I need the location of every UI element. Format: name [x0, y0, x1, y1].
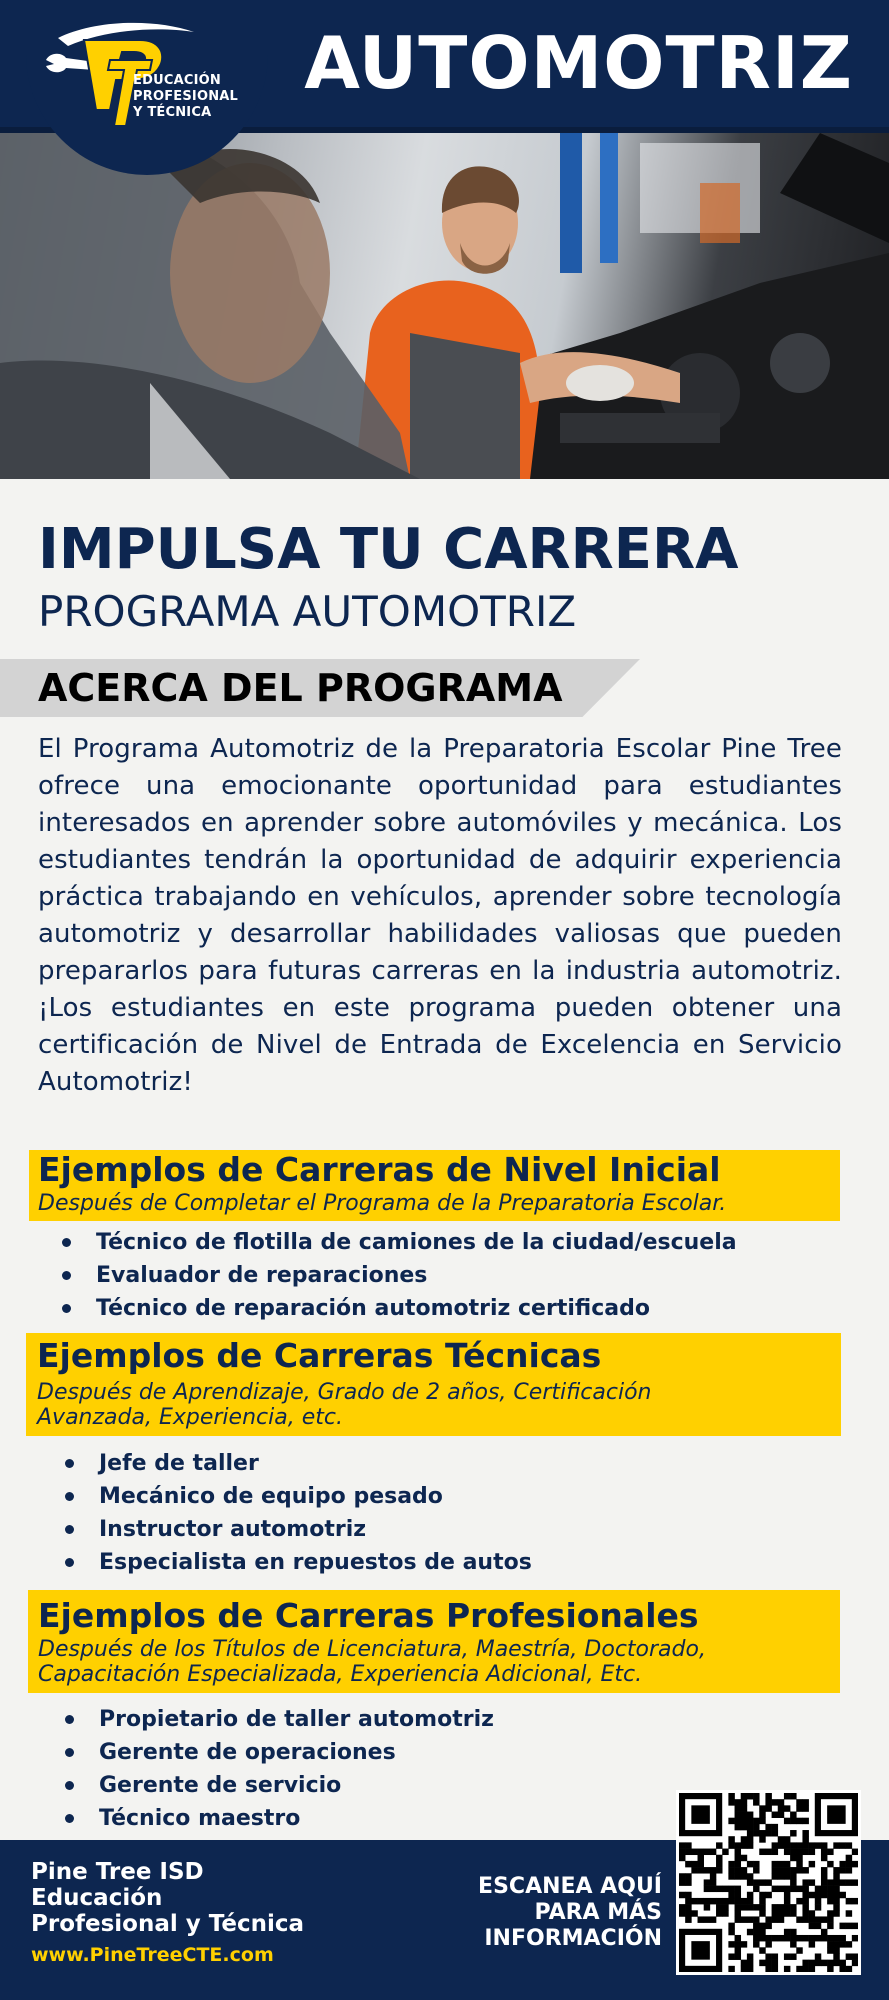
list-item: Propietario de taller automotriz [60, 1703, 494, 1736]
footer-org-line: Educación [31, 1885, 163, 1911]
section-subtitle: Después de Completar el Programa de la Preparatoria Escolar. [38, 1191, 727, 1216]
list-item: Técnico de reparación automotriz certificado [57, 1292, 737, 1325]
list-item: Gerente de operaciones [60, 1736, 494, 1769]
section-title: Ejemplos de Carreras Técnicas [37, 1336, 602, 1375]
scan-line: INFORMACIÓN [484, 1926, 662, 1951]
website-link[interactable]: www.PineTreeCTE.com [31, 1944, 274, 1966]
entry-level-careers-list [57, 1226, 737, 1325]
list-item: Especialista en repuestos de autos [60, 1546, 532, 1579]
list-item: Evaluador de reparaciones [57, 1259, 737, 1292]
hero-photo [0, 133, 889, 479]
list-item: Técnico de flotilla de camiones de la ciudad/escuela [57, 1226, 737, 1259]
professional-careers-list [60, 1703, 494, 1835]
scan-line: ESCANEA AQUÍ [478, 1874, 662, 1899]
scan-line: PARA MÁS [534, 1900, 662, 1925]
list-item: Instructor automotriz [60, 1513, 532, 1546]
about-title: ACERCA DEL PROGRAMA [38, 666, 563, 710]
about-paragraph: El Programa Automotriz de la Preparatoria Escolar Pine Tree ofrece una emocionante oportunidad para estudiantes interesados en aprender sobre automóviles y mecánica. Los estudiantes tendrán la oportunidad de adquirir experiencia práctica trabajando en vehículos, aprender sobre tecnología automotriz y desarrollar habilidades valiosas que pueden prepararlos para futuras carreras en la industria automotriz. ¡Los estudiantes en este programa pueden obtener una certificación de Nivel de Entrada de Excelencia en Servicio Automotriz! [38, 734, 842, 1097]
list-item: Jefe de taller [60, 1447, 532, 1480]
footer-org-line: Pine Tree ISD [31, 1859, 204, 1885]
section-title: Ejemplos de Carreras de Nivel Inicial [38, 1150, 721, 1189]
list-item: Mecánico de equipo pesado [60, 1480, 532, 1513]
list-item: Gerente de servicio [60, 1769, 494, 1802]
page-title: AUTOMOTRIZ [304, 21, 853, 105]
scan-prompt [478, 1874, 662, 1952]
footer-org [31, 1859, 304, 1937]
list-item: Técnico maestro [60, 1802, 494, 1835]
section-subtitle-line: Capacitación Especializada, Experiencia Adicional, Etc. [38, 1662, 643, 1687]
footer-org-line: Profesional y Técnica [31, 1911, 305, 1937]
subheadline: PROGRAMA AUTOMOTRIZ [38, 587, 577, 636]
section-subtitle [37, 1380, 652, 1430]
section-subtitle [38, 1637, 706, 1687]
section-subtitle-line: Avanzada, Experiencia, etc. [37, 1405, 343, 1430]
section-subtitle-line: Después de los Títulos de Licenciatura, Maestría, Doctorado, [38, 1637, 706, 1662]
qr-code-icon[interactable] [676, 1790, 861, 1975]
logo-line: EDUCACIÓN [133, 73, 221, 88]
logo-line: PROFESIONAL [133, 89, 239, 104]
headline: IMPULSA TU CARRERA [38, 517, 739, 582]
logo-line: Y TÉCNICA [133, 105, 212, 120]
logo-text [133, 73, 238, 121]
section-title: Ejemplos de Carreras Profesionales [38, 1596, 699, 1635]
section-subtitle-line: Después de Aprendizaje, Grado de 2 años, Certificación [37, 1380, 652, 1405]
technical-careers-list [60, 1447, 532, 1579]
